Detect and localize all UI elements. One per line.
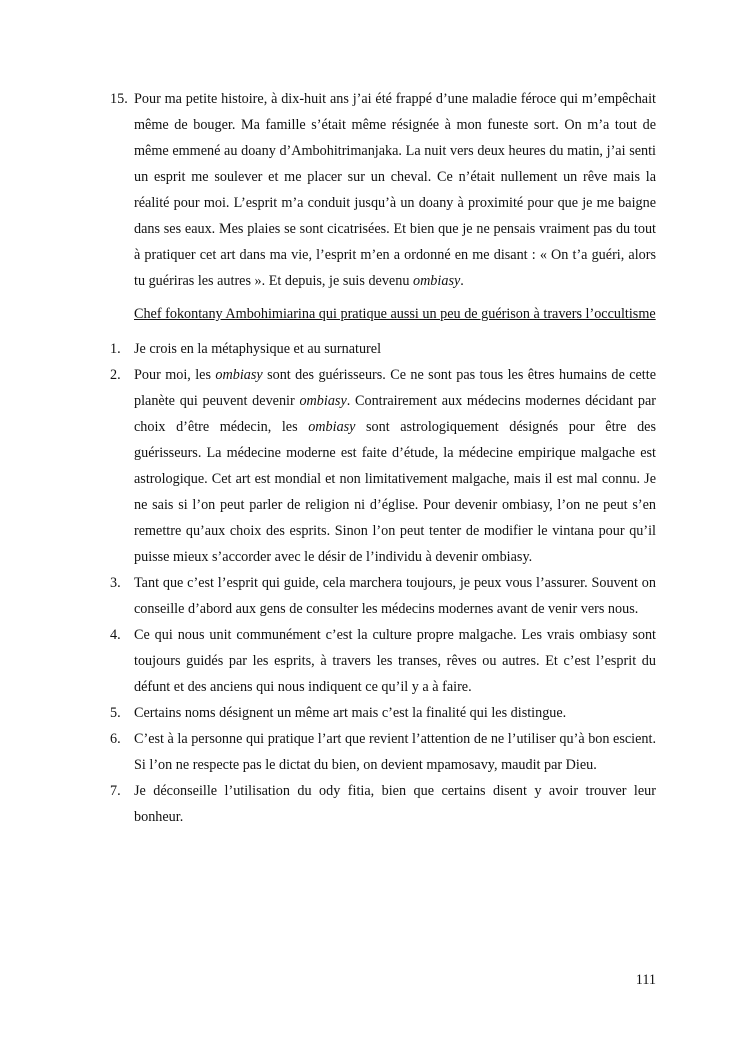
list-item-number: 15.	[110, 91, 128, 107]
list-item-number: 1.	[110, 341, 121, 357]
text-run: Je déconseille l’utilisation du ody fitia, bien que certains disent y avoir trouver leur bonheur.	[134, 783, 656, 825]
text-run: sont astrologiquement désignés pour être des guérisseurs. La médecine moderne est faite d’étude, la médecine empirique malgache est astrologique. Cet art est mondial et non limitativement malgache, mais il est mal connu. Je ne sais si l’on peut parler de religion ni d’église. Pour devenir ombiasy, l’on ne peut s’en remettre qu’aux choix des esprits. Sinon l’on peut tenter de modifier le vintana pour qu’il puisse mieux s’accorder avec le désir de l’individu à devenir ombiasy.	[134, 419, 656, 565]
list-item-number: 6.	[110, 731, 121, 747]
list-item-number: 5.	[110, 705, 121, 721]
text-run: . Contrairement aux médecins modernes décidant par choix d’être médecin, les	[134, 393, 656, 435]
list-item	[110, 778, 656, 830]
list-item-text-main: Pour ma petite histoire, à dix-huit ans j’ai été frappé d’une maladie féroce qui m’empêchait même de bouger. Ma famille s’était même résignée à mon funeste sort. On m’a tout de même emmené au doany d’Ambohitrimanjaka. La nuit vers deux heures du matin, j’ai senti un esprit me soulever et me placer sur un cheval. Ce n’était nullement un rêve mais la réalité pour moi. L’esprit m’a conduit jusqu’à un doany à proximité pour que je me baigne dans ses eaux. Mes plaies se sont cicatrisées. Et bien que je ne pensais vraiment pas du tout à pratiquer cet art dans ma vie, l’esprit m’en a ordonné en me disant : « On t’a guéri, alors tu guériras les autres ». Et depuis, je suis devenu	[134, 91, 656, 289]
text-run: Certains noms désignent un même art mais c’est la finalité qui les distingue.	[134, 705, 567, 721]
text-run: Ce qui nous unit communément c’est la culture propre malgache. Les vrais ombiasy sont toujours guidés par les esprits, à travers les transes, rêves ou autres. Et c’est l’esprit du défunt et des anciens qui nous indiquent ce qu’il y a à faire.	[134, 627, 656, 695]
list-item-15	[110, 86, 656, 294]
numbered-list	[110, 336, 656, 830]
list-item-number: 4.	[110, 627, 121, 643]
italic-term: ombiasy	[215, 367, 263, 383]
section-heading: Chef fokontany Ambohimiarina qui pratique aussi un peu de guérison à travers l’occultisme	[134, 306, 656, 322]
italic-term: ombiasy	[308, 419, 356, 435]
list-item-text	[134, 778, 656, 830]
list-item	[110, 570, 656, 622]
list-item-text	[134, 726, 656, 778]
list-item-text	[134, 362, 656, 570]
text-run: sont des guérisseurs. Ce ne sont pas tous les êtres humains de cette planète qui peuvent devenir	[134, 367, 656, 409]
list-item-text	[134, 86, 656, 294]
list-item-text	[134, 622, 656, 700]
text-run: Je crois en la métaphysique et au surnaturel	[134, 341, 382, 357]
italic-term: ombiasy	[412, 273, 461, 289]
list-item-number: 2.	[110, 367, 121, 383]
list-item	[110, 726, 656, 778]
list-item-text	[134, 570, 656, 622]
list-item-text	[134, 336, 656, 362]
list-item	[110, 622, 656, 700]
list-item-text	[134, 700, 656, 726]
list-item-number: 7.	[110, 783, 121, 799]
page-number: 111	[635, 972, 656, 988]
list-item	[110, 336, 656, 362]
list-item	[110, 700, 656, 726]
list-item	[110, 362, 656, 570]
list-item-number: 3.	[110, 575, 121, 591]
list-item-text-end: .	[460, 273, 464, 289]
italic-term: ombiasy	[299, 393, 347, 409]
text-run: Pour moi, les	[134, 367, 216, 383]
text-run: C’est à la personne qui pratique l’art que revient l’attention de ne l’utiliser qu’à bon escient. Si l’on ne respecte pas le dictat du bien, on devient mpamosavy, maudit par Dieu.	[134, 731, 656, 773]
text-run: Tant que c’est l’esprit qui guide, cela marchera toujours, je peux vous l’assurer. Souvent on conseille d’abord aux gens de consulter les médecins modernes avant de venir vers nous.	[134, 575, 656, 617]
page-content	[110, 86, 656, 830]
